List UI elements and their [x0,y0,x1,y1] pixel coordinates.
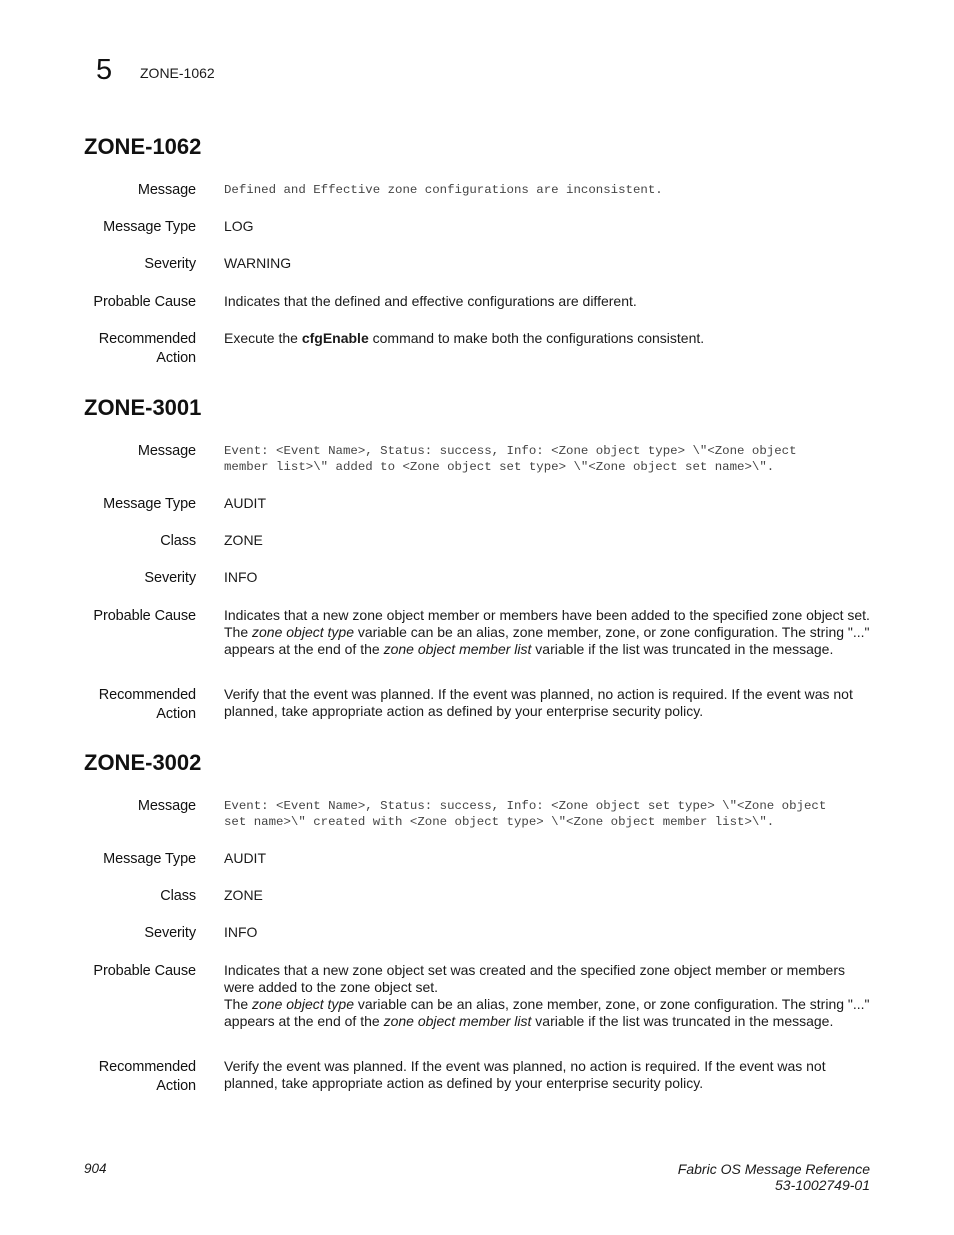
severity-value: INFO [224,924,258,940]
severity-value: INFO [224,569,258,585]
message-type-value: AUDIT [224,495,266,511]
message-label: Message [137,798,196,814]
message-type-value: AUDIT [224,850,266,866]
class-label: Class [160,888,196,904]
entry-zone-1062 [84,134,874,374]
entry-zone-3001 [84,395,874,735]
probable-cause-label: Probable Cause [93,963,196,979]
recommended-action-text: Verify the event was planned. If the event was planned, no action is required. If the event was not planned, take appropriate action as defined by your enterprise security policy. [224,1058,826,1091]
message-type-label: Message Type [103,219,196,235]
page-number: 904 [84,1161,107,1176]
probable-cause-label: Probable Cause [93,608,196,624]
class-value: ZONE [224,887,263,903]
entry-title: ZONE-1062 [84,134,202,159]
recommended-action-text: Verify that the event was planned. If the event was planned, no action is required. If the event was not planned, take appropriate action as defined by your enterprise security policy. [224,686,853,719]
probable-cause-text: Indicates that a new zone object member or members have been added to the specified zone object set. The zone object type variable can be an alias, zone member, zone, or zone configuration. The string "..." appears at the end of the zone object member list variable if the list was truncated in the message. [224,607,870,657]
message-type-label: Message Type [103,851,196,867]
recommended-action-text: Execute the cfgEnable command to make both the configurations consistent. [224,330,705,346]
footer-book-info [678,1161,870,1193]
recommended-action-label: Recommended Action [98,331,196,366]
class-value: ZONE [224,532,263,548]
recommended-action-label: Recommended Action [98,1059,196,1094]
severity-label: Severity [144,925,196,941]
message-type-value: LOG [224,218,254,234]
severity-label: Severity [144,256,196,272]
message-label: Message [137,443,196,459]
recommended-action-label: Recommended Action [98,687,196,722]
class-label: Class [160,533,196,549]
doc-number: 53-1002749-01 [775,1177,870,1193]
message-text: Defined and Effective zone configurations are inconsistent. [224,183,663,197]
chapter-number: 5 [96,54,113,86]
running-title: ZONE-1062 [140,65,215,81]
probable-cause-text: Indicates that the defined and effective configurations are different. [224,293,637,309]
severity-value: WARNING [224,255,292,271]
probable-cause-label: Probable Cause [93,294,196,310]
severity-label: Severity [144,570,196,586]
entry-zone-3002 [84,750,874,1100]
message-type-label: Message Type [103,496,196,512]
book-title: Fabric OS Message Reference [677,1161,870,1177]
entry-title: ZONE-3002 [84,750,202,775]
message-label: Message [137,182,196,198]
probable-cause-text: Indicates that a new zone object set was created and the specified zone object member or members were added to the zone object set. The zone object type variable can be an alias, zone member, zone, or zone configuration. The string "..." appears at the end of the zone object member list variable if the list was truncated in the message. [224,962,870,1029]
entry-title: ZONE-3001 [84,395,202,420]
message-text: Event: <Event Name>, Status: success, Info: <Zone object set type> \"<Zone object set name>\" created with <Zone object type> \"<Zone object member list>\". [224,799,827,829]
message-text: Event: <Event Name>, Status: success, Info: <Zone object type> \"<Zone object member list>\" added to <Zone object set type> \"<Zone object set name>\". [224,444,797,474]
command-name: cfgEnable [301,330,369,346]
